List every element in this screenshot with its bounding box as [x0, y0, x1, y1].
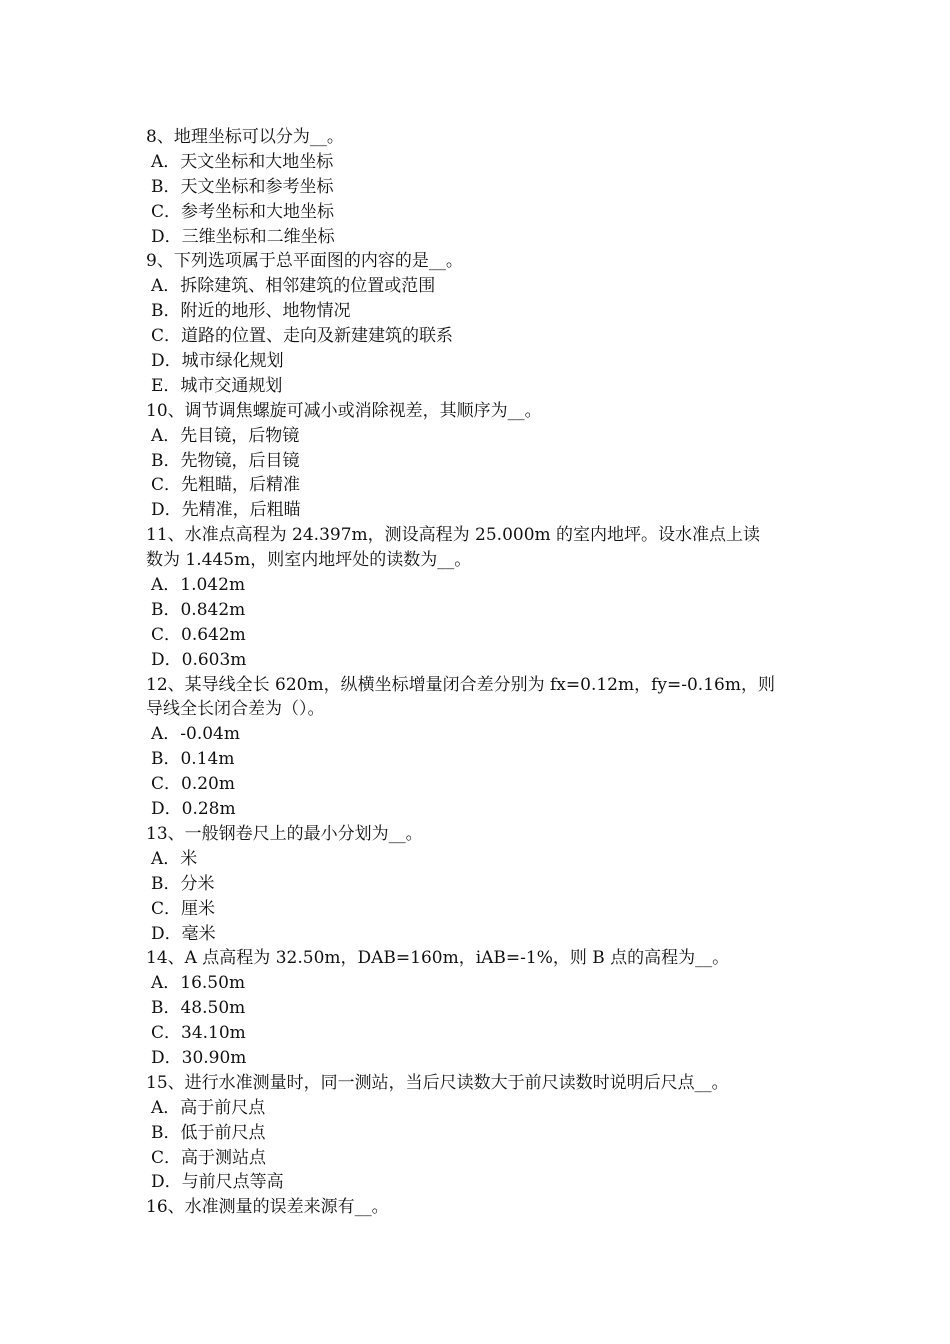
question-option: C．道路的位置、走向及新建建筑的联系	[151, 326, 454, 347]
question-option: D．0.28m	[151, 799, 236, 820]
question-stem-line: 导线全长闭合差为（）。	[146, 699, 325, 720]
question-option: B．0.842m	[151, 599, 246, 620]
question-option: D．30.90m	[151, 1047, 247, 1068]
question-option: D．城市绿化规划	[151, 351, 284, 372]
question-stem-line: 12、某导线全长 620m，纵横坐标增量闭合差分别为 fx=0.12m，fy=-0.16m，则	[146, 674, 775, 695]
question-option: A．-0.04m	[151, 724, 240, 745]
question-list	[146, 125, 810, 1220]
question-stem-line: 数为 1.445m，则室内地坪处的读数为__。	[146, 550, 472, 571]
question-option: B．先物镜，后目镜	[151, 450, 300, 471]
question-option: C．先粗瞄，后精准	[151, 475, 301, 496]
question-option: B．低于前尺点	[151, 1122, 266, 1143]
question-option: D．0.603m	[151, 649, 247, 670]
question-option: A．先目镜，后物镜	[151, 425, 300, 446]
question-option: A．1.042m	[151, 575, 246, 596]
question-option: A．高于前尺点	[151, 1097, 266, 1118]
question-option: D．三维坐标和二维坐标	[151, 226, 335, 247]
question-stem-line: 11、水准点高程为 24.397m，测设高程为 25.000m 的室内地坪。设水准点上读	[146, 525, 761, 546]
question-option: A．16.50m	[151, 973, 246, 994]
question-option: C．厘米	[151, 898, 216, 919]
question-stem: 10、调节调焦螺旋可减小或消除视差，其顺序为__。	[146, 400, 542, 421]
question-option: A．米	[151, 848, 198, 869]
question-stem: 16、水准测量的误差来源有__。	[146, 1197, 389, 1218]
question-option: C．34.10m	[151, 1023, 246, 1044]
question-option: A．天文坐标和大地坐标	[151, 151, 334, 172]
question-option: A．拆除建筑、相邻建筑的位置或范围	[151, 276, 436, 297]
question-stem: 13、一般钢卷尺上的最小分划为__。	[146, 823, 423, 844]
question-option: D．与前尺点等高	[151, 1172, 284, 1193]
question-option: C．参考坐标和大地坐标	[151, 201, 335, 222]
question-option: B．附近的地形、地物情况	[151, 301, 351, 322]
question-option: D．毫米	[151, 923, 216, 944]
question-stem: 14、A 点高程为 32.50m，DAB=160m，iAB=-1%，则 B 点的高程为__。	[146, 948, 730, 969]
question-stem: 15、进行水准测量时，同一测站，当后尺读数大于前尺读数时说明后尺点__。	[146, 1072, 729, 1093]
question-option: B．天文坐标和参考坐标	[151, 176, 334, 197]
question-stem: 9、下列选项属于总平面图的内容的是__。	[146, 251, 463, 272]
question-option: C．0.642m	[151, 624, 246, 645]
question-option: C．0.20m	[151, 774, 235, 795]
question-option: D．先精准，后粗瞄	[151, 500, 301, 521]
question-option: C．高于测站点	[151, 1147, 267, 1168]
question-option: B．0.14m	[151, 749, 235, 770]
question-option: B．48.50m	[151, 998, 246, 1019]
question-option: E．城市交通规划	[151, 375, 283, 396]
question-option: B．分米	[151, 873, 215, 894]
question-stem: 8、地理坐标可以分为__。	[146, 127, 344, 147]
